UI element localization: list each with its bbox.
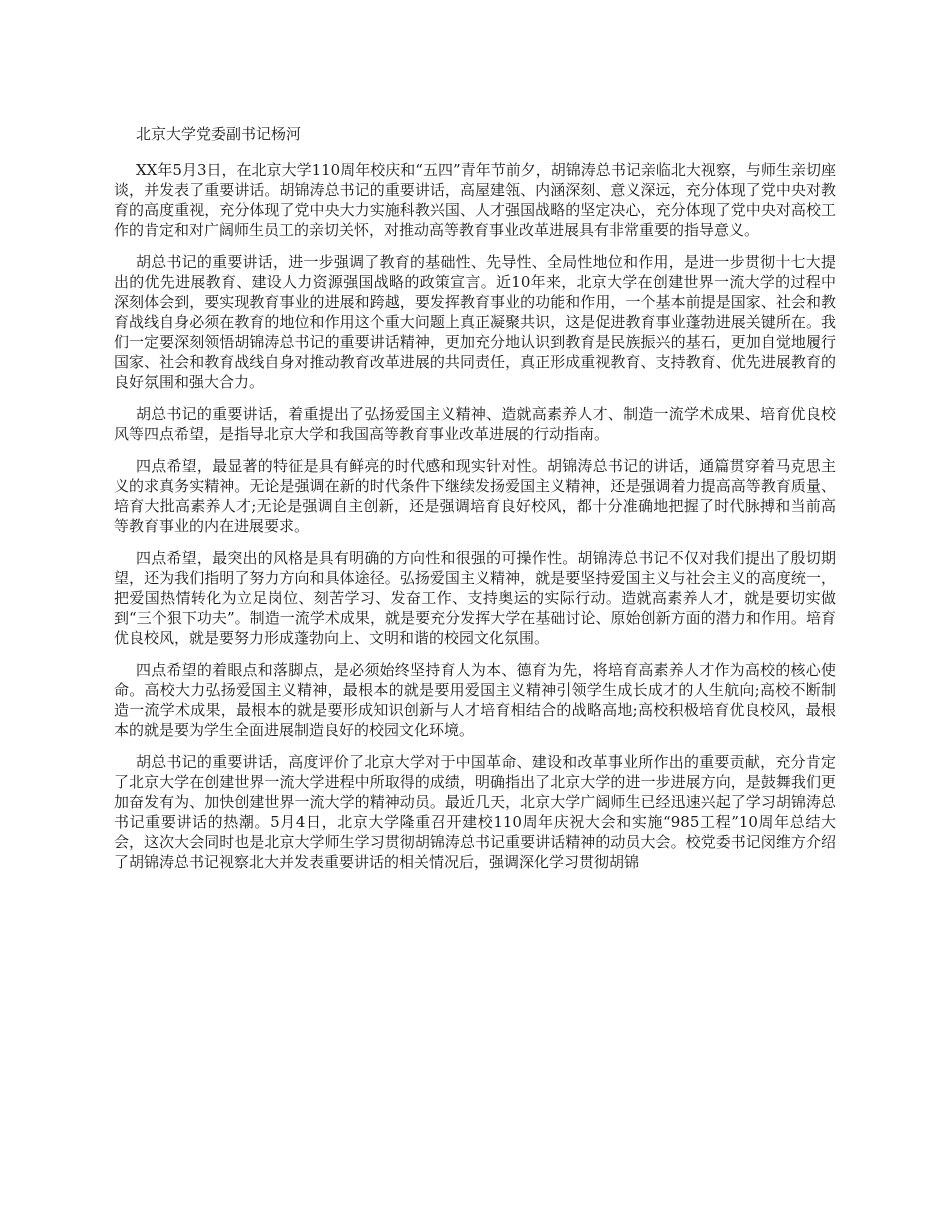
paragraph-4: 四点希望，最显著的特征是具有鲜亮的时代感和现实针对性。胡锦涛总书记的讲话，通篇贯穿着马克思主义的求真务实精神。无论是强调在新的时代条件下继续发扬爱国主义精神，还是强调着力提高高等教育质量、培育大批高素养人才;无论是强调自主创新，还是强调培育良好校风，都十分准确地把握了时代脉搏和当前高等教育事业的内在进展要求。 bbox=[114, 457, 836, 535]
author-line: 北京大学党委副书记杨河 bbox=[136, 125, 302, 143]
document-page bbox=[114, 124, 836, 884]
paragraph-7: 胡总书记的重要讲话，高度评价了北京大学对于中国革命、建设和改革事业所作出的重要贡献，充分肯定了北京大学在创建世界一流大学进程中所取得的成绩，明确指出了北京大学的进一步进展方向，是鼓舞我们更加奋发有为、加快创建世界一流大学的精神动员。最近几天，北京大学广阔师生已经迅速兴起了学习胡锦涛总书记重要讲话的热潮。5月4日，北京大学隆重召开建校110周年庆祝大会和实施“985工程”10周年总结大会，这次大会同时也是北京大学师生学习贯彻胡锦涛总书记重要讲话精神的动员大会。校党委书记闵维方介绍了胡锦涛总书记视察北大并发表重要讲话的相关情况后，强调深化学习贯彻胡锦 bbox=[114, 753, 836, 871]
paragraph-2: 胡总书记的重要讲话，进一步强调了教育的基础性、先导性、全局性地位和作用，是进一步贯彻十七大提出的优先进展教育、建设人力资源强国战略的政策宣言。近10年来，北京大学在创建世界一流大学的过程中深刻体会到，要实现教育事业的进展和跨越，要发挥教育事业的功能和作用，一个基本前提是国家、社会和教育战线自身必须在教育的地位和作用这个重大问题上真正凝聚共识，这是促进教育事业蓬勃进展关键所在。我们一定要深刻领悟胡锦涛总书记的重要讲话精神，更加充分地认识到教育是民族振兴的基石，更加自觉地履行国家、社会和教育战线自身对推动教育改革进展的共同责任，真正形成重视教育、支持教育、优先进展教育的良好氛围和强大合力。 bbox=[114, 253, 836, 391]
paragraph-6: 四点希望的着眼点和落脚点，是必须始终坚持育人为本、德育为先，将培育高素养人才作为高校的核心使命。高校大力弘扬爱国主义精神，最根本的就是要用爱国主义精神引领学生成长成才的人生航向;高校不断制造一流学术成果，最根本的就是要形成知识创新与人才培育相结合的战略高地;高校积极培育优良校风，最根本的就是要为学生全面进展制造良好的校园文化环境。 bbox=[114, 661, 836, 739]
paragraph-1: XX年5月3日，在北京大学110周年校庆和“五四”青年节前夕，胡锦涛总书记亲临北大视察，与师生亲切座谈，并发表了重要讲话。胡锦涛总书记的重要讲话，高屋建瓴、内涵深刻、意义深远，充分体现了党中央对教育的高度重视，充分体现了党中央大力实施科教兴国、人才强国战略的坚定决心，充分体现了党中央对高校工作的肯定和对广阔师生员工的亲切关怀，对推动高等教育事业改革进展具有非常重要的指导意义。 bbox=[114, 161, 836, 239]
paragraph-3: 胡总书记的重要讲话，着重提出了弘扬爱国主义精神、造就高素养人才、制造一流学术成果、培育优良校风等四点希望，是指导北京大学和我国高等教育事业改革进展的行动指南。 bbox=[114, 405, 836, 443]
paragraph-5: 四点希望，最突出的风格是具有明确的方向性和很强的可操作性。胡锦涛总书记不仅对我们提出了殷切期望，还为我们指明了努力方向和具体途径。弘扬爱国主义精神，就是要坚持爱国主义与社会主义的高度统一，把爱国热情转化为立足岗位、刻苦学习、发奋工作、支持奥运的实际行动。造就高素养人才，就是要切实做到“三个狠下功夫”。制造一流学术成果，就是要充分发挥大学在基础讨论、原始创新方面的潜力和作用。培育优良校风，就是要努力形成蓬勃向上、文明和谐的校园文化氛围。 bbox=[114, 549, 836, 647]
